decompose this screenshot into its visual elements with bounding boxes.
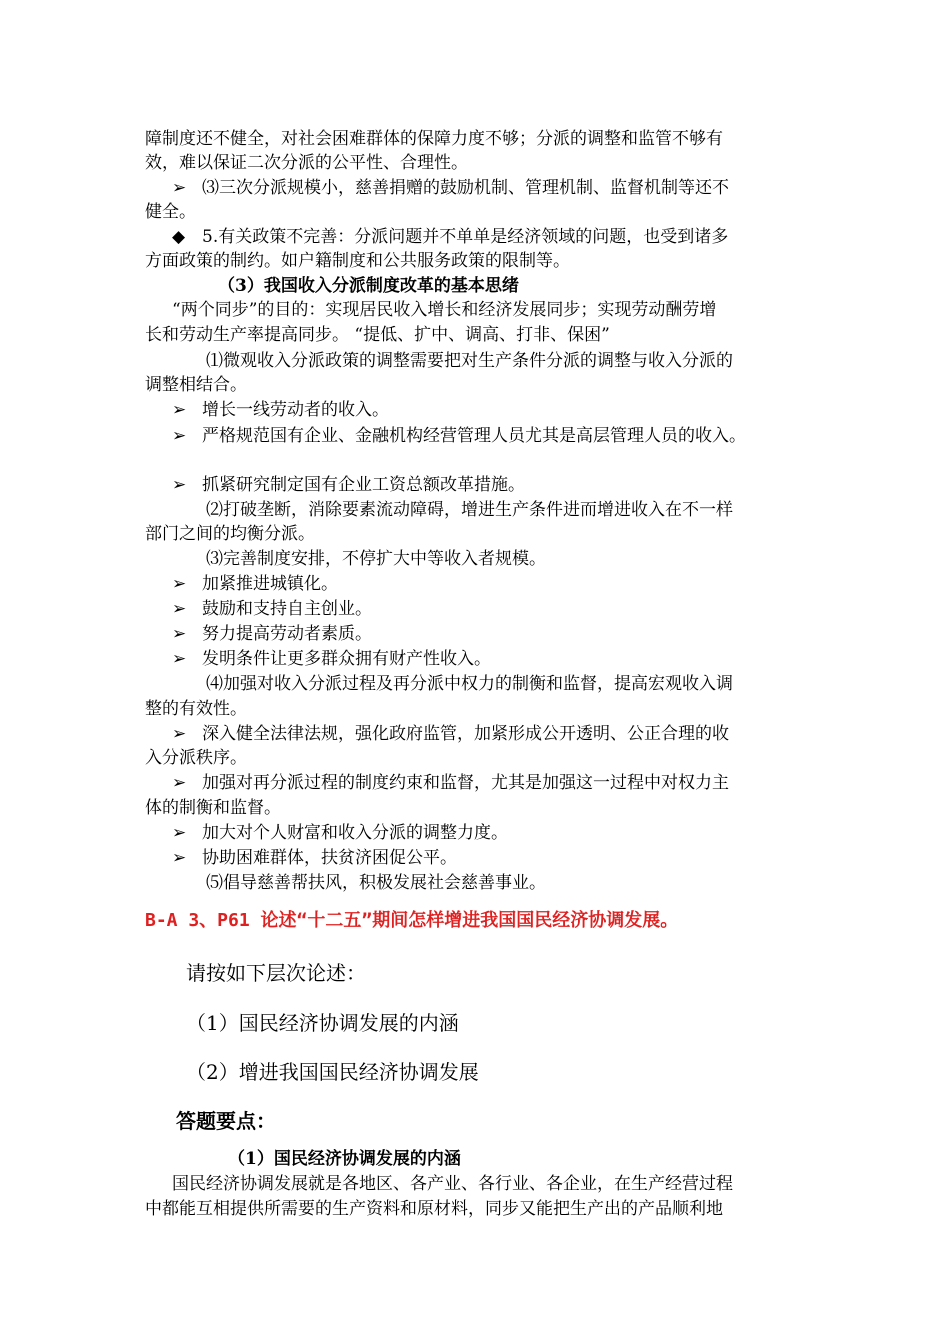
question-title: B-A 3、P61 论述“十二五”期间怎样增进我国国民经济协调发展。 [145, 910, 679, 931]
paragraph-line: “两个同步”的目的：实现居民收入增长和经济发展同步；实现劳动酬劳增 [172, 300, 717, 320]
paragraph-line: 中都能互相提供所需要的生产资料和原材料，同步又能把生产出的产品顺利地 [145, 1199, 723, 1219]
bullet-text: 加强对再分派过程的制度约束和监督，尤其是加强这一过程中对权力主 [202, 773, 729, 793]
arrow-bullet-icon: ➢ [172, 823, 187, 843]
arrow-bullet-icon: ➢ [172, 178, 187, 198]
bullet-item [172, 623, 372, 645]
paragraph-line: 国民经济协调发展就是各地区、各产业、各行业、各企业，在生产经营过程 [172, 1174, 733, 1194]
bullet-item [172, 772, 729, 794]
paragraph-line: 部门之间的均衡分派。 [145, 524, 315, 544]
numbered-point: ⑵打破垄断，消除要素流动障碍，增进生产条件进而增进收入在不一样 [206, 500, 733, 520]
diamond-bullet-icon: ◆ [172, 227, 186, 247]
bullet-item [172, 573, 338, 595]
outline-item: （1）国民经济协调发展的内涵 [186, 1011, 459, 1035]
numbered-point: ⑴微观收入分派政策的调整需要把对生产条件分派的调整与收入分派的 [206, 351, 733, 371]
arrow-bullet-icon: ➢ [172, 848, 187, 868]
bullet-item [172, 723, 729, 745]
arrow-bullet-icon: ➢ [172, 400, 187, 420]
paragraph-line: 整的有效性。 [145, 699, 247, 719]
paragraph-line: 方面政策的制约。如户籍制度和公共服务政策的限制等。 [145, 251, 570, 271]
outline-item: （2）增进我国国民经济协调发展 [186, 1060, 479, 1084]
paragraph-line: 体的制衡和监督。 [145, 798, 281, 818]
arrow-bullet-icon: ➢ [172, 724, 187, 744]
arrow-bullet-icon: ➢ [172, 574, 187, 594]
bullet-item [172, 822, 508, 844]
instruction-line: 请按如下层次论述： [186, 961, 366, 985]
bullet-item [172, 847, 457, 869]
bullet-text: 深入健全法律法规，强化政府监管，加紧形成公开透明、公正合理的收 [202, 724, 729, 744]
bullet-item [172, 474, 525, 496]
paragraph-line: 障制度还不健全，对社会困难群体的保障力度不够；分派的调整和监管不够有 [145, 129, 723, 149]
paragraph-line: 效，难以保证二次分派的公平性、合理性。 [145, 153, 468, 173]
bullet-text: 发明条件让更多群众拥有财产性收入。 [202, 649, 491, 669]
numbered-point: ⑶完善制度安排，不停扩大中等收入者规模。 [206, 549, 546, 569]
arrow-bullet-icon: ➢ [172, 649, 187, 669]
bullet-text: ⑶三次分派规模小，慈善捐赠的鼓励机制、管理机制、监督机制等还不 [202, 178, 729, 198]
bullet-item [172, 177, 729, 199]
arrow-bullet-icon: ➢ [172, 773, 187, 793]
arrow-bullet-icon: ➢ [172, 624, 187, 644]
arrow-bullet-icon: ➢ [172, 599, 187, 619]
bullet-item [172, 399, 389, 421]
bullet-text: 严格规范国有企业、金融机构经营管理人员尤其是高层管理人员的收入。 [202, 426, 746, 446]
bullet-text: 加紧推进城镇化。 [202, 574, 338, 594]
bullet-text: 协助困难群体，扶贫济困促公平。 [202, 848, 457, 868]
paragraph-line: 健全。 [145, 202, 196, 222]
bullet-item [172, 648, 491, 670]
arrow-bullet-icon: ➢ [172, 475, 187, 495]
bullet-text: 增长一线劳动者的收入。 [202, 400, 389, 420]
bullet-item [172, 425, 746, 447]
bullet-item [172, 598, 372, 620]
bullet-text: 抓紧研究制定国有企业工资总额改革措施。 [202, 475, 525, 495]
numbered-point: ⑷加强对收入分派过程及再分派中权力的制衡和监督，提高宏观收入调 [206, 674, 733, 694]
bullet-text: 努力提高劳动者素质。 [202, 624, 372, 644]
numbered-point: ⑸倡导慈善帮扶风，积极发展社会慈善事业。 [206, 873, 546, 893]
paragraph-line: 长和劳动生产率提高同步。 “提低、扩中、调高、打非、保困” [145, 325, 610, 345]
bullet-item [172, 226, 728, 248]
answer-heading: 答题要点： [176, 1109, 276, 1133]
bullet-text: 5.有关政策不完善：分派问题并不单单是经济领域的问题，也受到诸多 [202, 227, 729, 247]
section-heading: （3）我国收入分派制度改革的基本思绪 [218, 276, 519, 296]
paragraph-line: 调整相结合。 [145, 375, 247, 395]
bullet-text: 加大对个人财富和收入分派的调整力度。 [202, 823, 508, 843]
section-heading: （1）国民经济协调发展的内涵 [228, 1149, 461, 1169]
arrow-bullet-icon: ➢ [172, 426, 187, 446]
bullet-text: 鼓励和支持自主创业。 [202, 599, 372, 619]
paragraph-line: 入分派秩序。 [145, 748, 247, 768]
